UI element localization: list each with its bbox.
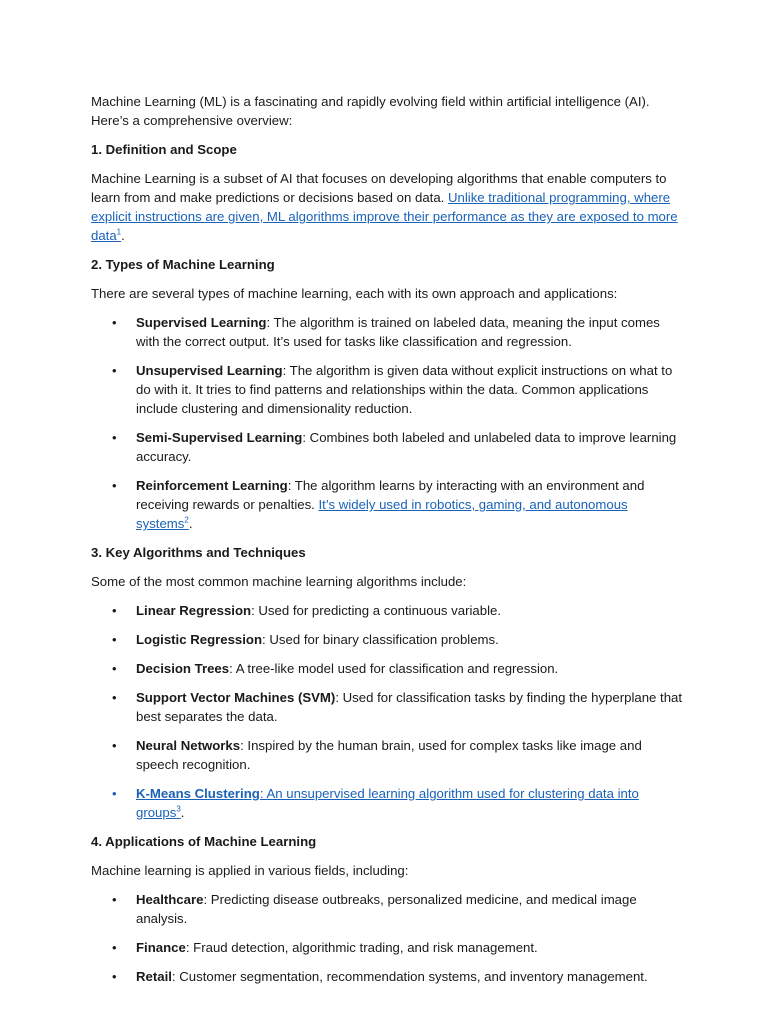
list-item	[91, 630, 685, 649]
section-heading-applications: 4. Applications of Machine Learning	[91, 834, 317, 849]
bullet-icon: •	[112, 661, 117, 676]
bullet-icon: •	[112, 892, 117, 907]
algorithms-intro: Some of the most common machine learning algorithms include:	[91, 574, 467, 589]
reinforcement-citation-link[interactable]: It’s widely used in robotics, gaming, and autonomous systems$^2$	[136, 497, 628, 531]
list-item	[91, 428, 685, 466]
list-item	[91, 967, 685, 986]
list-item-text: : Used for binary classification problems.	[262, 632, 499, 647]
bullet-icon: •	[112, 690, 117, 705]
list-item	[91, 890, 685, 928]
list-item-text: : A tree-like model used for classification and regression.	[229, 661, 559, 676]
list-item	[91, 361, 685, 418]
types-intro: There are several types of machine learning, each with its own approach and applications:	[91, 286, 618, 301]
algorithms-list	[91, 601, 685, 822]
bullet-icon: •	[112, 940, 117, 955]
bullet-icon: •	[112, 632, 117, 647]
bullet-icon: •	[112, 315, 117, 330]
list-item	[91, 938, 685, 957]
list-item	[91, 659, 685, 678]
citation-number: 3	[176, 804, 181, 814]
list-item: • K-Means Clustering: An unsupervised learning algorithm used for clustering data into groups$^3$.	[112, 786, 639, 820]
list-item-term: Logistic Regression	[136, 632, 263, 647]
list-item-term: Healthcare	[136, 892, 204, 907]
bullet-icon: •	[112, 603, 117, 618]
list-item-term: Reinforcement Learning	[136, 478, 288, 493]
bullet-icon: •	[112, 786, 117, 801]
citation-number: 1	[116, 227, 122, 237]
list-item	[91, 688, 685, 726]
intro-paragraph: Machine Learning (ML) is a fascinating and rapidly evolving field within artificial intelligence (AI). Here’s a comprehensive overview:	[91, 94, 650, 128]
list-item-text: : The algorithm is given data without explicit instructions on what to do with it. It tries to find patterns and relationships within the data. Common applications include clustering and dimensionality reduction.	[136, 363, 673, 416]
bullet-icon: •	[112, 478, 117, 493]
list-item-text: : Inspired by the human brain, used for complex tasks like image and speech recognition.	[136, 738, 642, 772]
list-item-term: Supervised Learning	[136, 315, 267, 330]
list-item-text: : Combines both labeled and unlabeled data to improve learning accuracy.	[136, 430, 677, 464]
bullet-icon: •	[112, 969, 117, 984]
list-item: • Reinforcement Learning: The algorithm learns by interacting with an environment and receiving rewards or penalties. It’s widely used in robotics, gaming, and autonomous systems$^2$.	[112, 478, 645, 531]
list-item-term: Semi-Supervised Learning	[136, 430, 303, 445]
list-item-text: : Customer segmentation, recommendation systems, and inventory management.	[171, 969, 648, 984]
definition-text: Machine Learning is a subset of AI that focuses on developing algorithms that enable computers to learn from and make predictions or decisions based on data.	[91, 171, 667, 205]
list-item	[91, 601, 685, 620]
list-item-term: Neural Networks	[136, 738, 241, 753]
list-item-term: K-Means Clustering	[136, 786, 260, 801]
section-heading-algorithms: 3. Key Algorithms and Techniques	[91, 545, 306, 560]
list-item-text: : The algorithm is trained on labeled data, meaning the input comes with the correct output. It’s used for tasks like classification and regression.	[136, 315, 660, 349]
types-list	[91, 313, 685, 533]
list-item-text: : Used for predicting a continuous variable.	[251, 603, 502, 618]
bullet-icon: •	[112, 430, 117, 445]
list-item-text: : The algorithm learns by interacting with an environment and receiving rewards or penalties.	[136, 478, 645, 512]
definition-citation-link[interactable]: Unlike traditional programming, where explicit instructions are given, ML algorithms improve their performance as they are exposed to more data$^1$	[91, 190, 678, 243]
applications-intro: Machine learning is applied in various fields, including:	[91, 863, 409, 878]
section-heading-types: 2. Types of Machine Learning	[91, 257, 275, 272]
list-item-text: : Fraud detection, algorithmic trading, and risk management.	[185, 940, 538, 955]
section-heading-definition: 1. Definition and Scope	[91, 142, 237, 157]
list-item	[91, 313, 685, 351]
list-item-term: Support Vector Machines (SVM)	[136, 690, 336, 705]
list-item-term: Unsupervised Learning	[136, 363, 283, 378]
definition-paragraph: Machine Learning is a subset of AI that focuses on developing algorithms that enable computers to learn from and make predictions or decisions based on data. Unlike traditional programming, where explicit instructions are given, ML algorithms improve their performance as they are exposed to more data$^1$.	[91, 171, 678, 243]
list-item-term: Linear Regression	[136, 603, 252, 618]
citation-number: 2	[184, 515, 189, 525]
list-item-term: Retail	[136, 969, 172, 984]
list-item-text: : Used for classification tasks by finding the hyperplane that best separates the data.	[136, 690, 683, 724]
list-item-term: Finance	[136, 940, 186, 955]
list-item-term: Decision Trees	[136, 661, 230, 676]
kmeans-citation-link[interactable]: K-Means Clustering: An unsupervised learning algorithm used for clustering data into groups$^3$	[136, 786, 639, 820]
list-item-text: : Predicting disease outbreaks, personalized medicine, and medical image analysis.	[136, 892, 637, 926]
document-page	[91, 92, 685, 996]
bullet-icon: •	[112, 363, 117, 378]
bullet-icon: •	[112, 738, 117, 753]
list-item	[91, 736, 685, 774]
applications-list	[91, 890, 685, 986]
